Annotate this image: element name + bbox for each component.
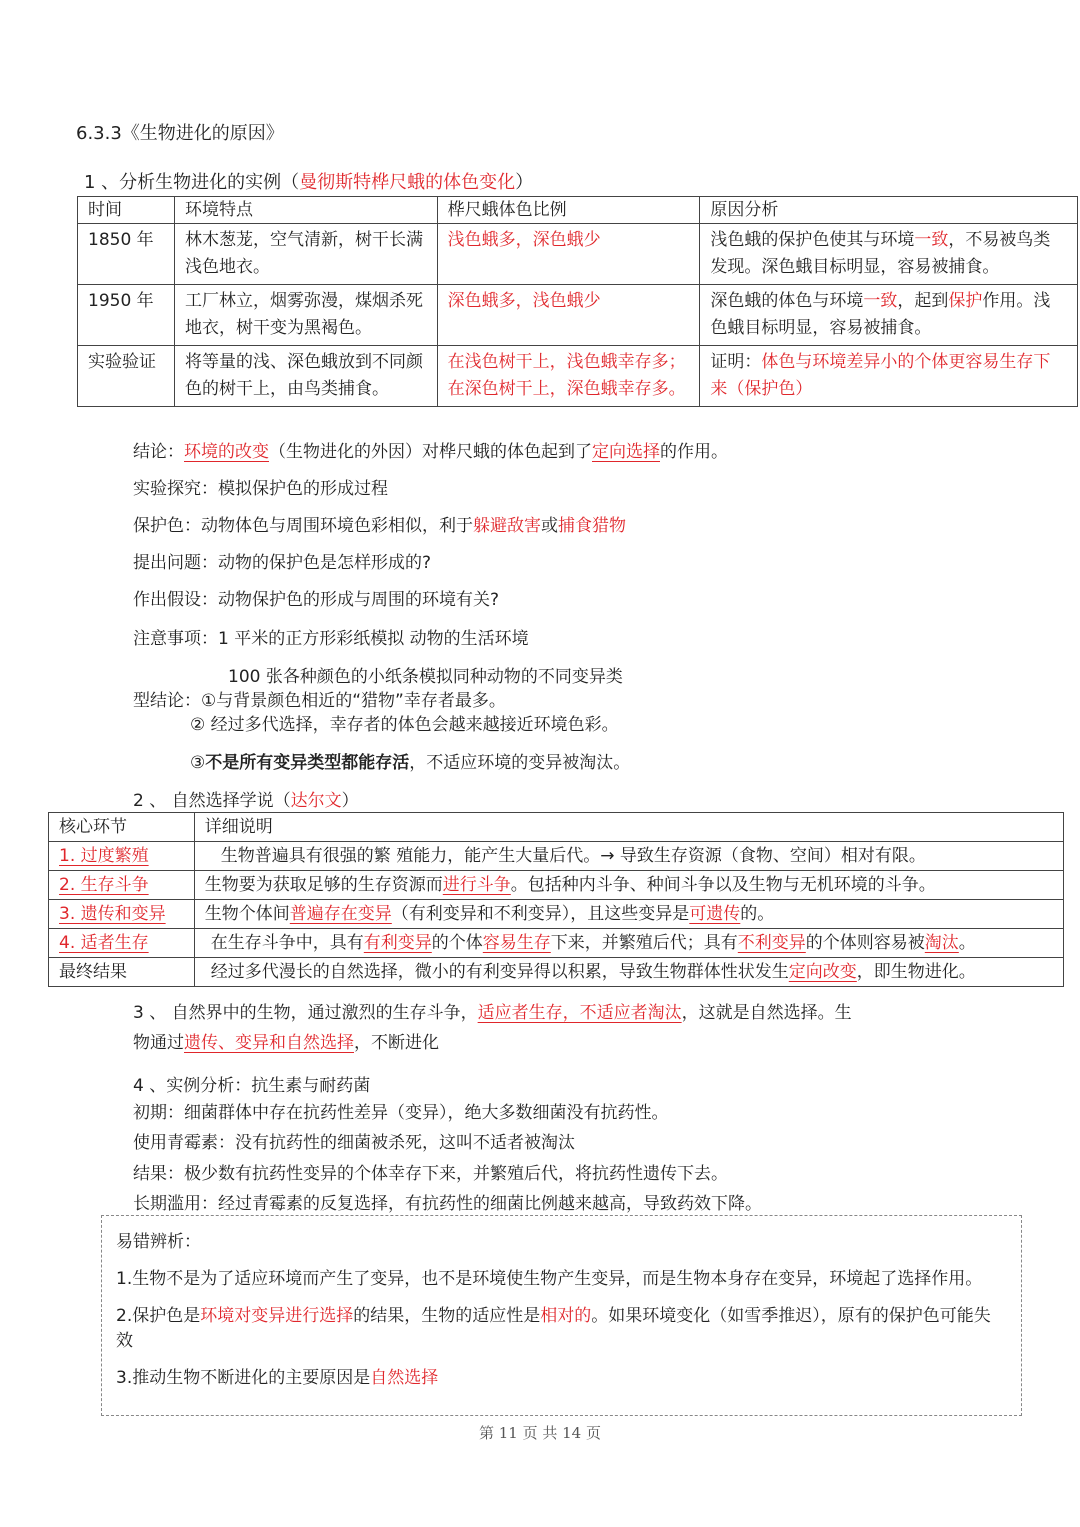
result3-bold: 不是所有变异类型都能存活 — [205, 753, 410, 773]
result3-line — [190, 748, 630, 773]
section4-line: 长期滥用：经过青霉素的反复选择，有抗药性的细菌比例越来越高，导致药效下降。 — [133, 1194, 762, 1214]
explore-line: 实验探究：模拟保护色的形成过程 — [133, 479, 388, 499]
mistake-note-box — [101, 1215, 1022, 1416]
cell-core: 最终结果 — [49, 958, 195, 987]
section4-line: 结果：极少数有抗药性变异的个体幸存下来，并繁殖后代，将抗药性遗传下去。 — [133, 1164, 728, 1184]
cell-detail — [194, 929, 1063, 958]
detail-text: 的个体则容易被 — [805, 933, 925, 953]
protect-line — [133, 511, 626, 536]
note1-line: 注意事项：1 平米的正方形彩纸模拟 动物的生活环境 — [133, 629, 529, 649]
detail-highlight: 不利变异 — [737, 933, 806, 953]
cell-detail — [194, 958, 1063, 987]
conclusion-line — [133, 437, 728, 462]
table-row — [78, 346, 1078, 407]
section2-heading-name: 达尔文 — [290, 791, 342, 811]
moth-table — [77, 196, 1078, 407]
reason-highlight: 体色与环境差异小的个体更容易生存下来（保护色） — [710, 352, 1051, 399]
section1-heading-text: 1 、分析生物进化的实例（ — [84, 172, 300, 193]
section3-line1 — [133, 998, 852, 1023]
table-row — [49, 900, 1064, 929]
cell-ratio: 在浅色树干上，浅色蛾幸存多；在深色树干上，深色蛾幸存多。 — [437, 346, 700, 407]
cell-reason — [700, 285, 1078, 346]
question-line: 提出问题：动物的保护色是怎样形成的? — [133, 553, 432, 573]
section3-highlight: 适应者生存，不适应者淘汰 — [477, 1003, 682, 1023]
detail-text: ，即生物进化。 — [856, 962, 976, 982]
protect-text: 或 — [541, 516, 558, 536]
detail-text: 经过多代漫长的自然选择，微小的有利变异得以积累，导致生物群体性状发生 — [210, 962, 789, 982]
detail-text: （有利变异和不利变异），且这些变异是 — [391, 904, 690, 924]
cell-time: 1950 年 — [78, 285, 175, 346]
section4-line: 使用青霉素：没有抗药性的细菌被杀死，这叫不适者被淘汰 — [133, 1133, 575, 1153]
cell-env: 将等量的浅、深色蛾放到不同颜色的树干上，由鸟类捕食。 — [174, 346, 437, 407]
cell-time: 实验验证 — [78, 346, 175, 407]
header-reason: 原因分析 — [700, 197, 1078, 224]
page-footer: 第 11 页 共 14 页 — [478, 1424, 601, 1442]
section2-heading — [133, 786, 359, 811]
cell-ratio: 深色蛾多，浅色蛾少 — [437, 285, 700, 346]
table-row — [49, 842, 1064, 871]
cell-core: 4. 适者生存 — [49, 929, 195, 958]
detail-text: 下来，并繁殖后代；具有 — [550, 933, 738, 953]
section1-heading-topic: 曼彻斯特桦尺蛾的体色变化 — [299, 172, 516, 193]
detail-highlight: 容易生存 — [482, 933, 551, 953]
reason-highlight: 保护 — [948, 291, 983, 311]
reason-text: ，不易被鸟类发现。深色蛾目标明显，容易被捕食。 — [710, 230, 1051, 277]
cell-env: 工厂林立，烟雾弥漫，煤烟杀死地衣，树干变为黑褐色。 — [174, 285, 437, 346]
reason-text: 作用。浅色蛾目标明显，容易被捕食。 — [710, 291, 1051, 338]
conclusion-text: （生物进化的外因）对桦尺蛾的体色起到了 — [269, 442, 592, 462]
cell-detail — [194, 900, 1063, 929]
reason-text: 深色蛾的体色与环境 — [710, 291, 864, 311]
note-item: 1.生物不是为了适应环境而产生了变异，也不是环境使生物产生变异，而是生物本身存在变异，环境起了选择作用。 — [116, 1269, 983, 1289]
detail-highlight: 有利变异 — [363, 933, 432, 953]
section3-text: ，这就是自然选择。生 — [681, 1003, 852, 1023]
detail-text: 。 — [958, 933, 976, 953]
protect-text: 保护色：动物体色与周围环境色彩相似，利于 — [133, 516, 473, 536]
section3-highlight: 遗传、变异和自然选择 — [184, 1033, 354, 1053]
note-highlight: 相对的 — [540, 1306, 592, 1326]
detail-highlight: 淘汰 — [924, 933, 959, 953]
note-text: 。如果环境变化（如雪季推迟），原有的保护色可能失效 — [116, 1306, 991, 1351]
header-ratio: 桦尺蛾体色比例 — [437, 197, 700, 224]
section2-heading-text: 2 、 自然选择学说（ — [133, 791, 291, 811]
header-core: 核心环节 — [49, 813, 195, 842]
detail-highlight: 普遍存在变异 — [289, 904, 392, 924]
section1-heading — [84, 168, 533, 194]
result3-num: ③ — [190, 753, 206, 773]
conclusion-highlight: 环境的改变 — [184, 442, 269, 462]
conclusion-label: 结论： — [133, 442, 184, 462]
note-highlight: 环境对变异进行选择 — [200, 1306, 354, 1326]
table-header-row — [78, 197, 1078, 224]
detail-highlight: 可遗传 — [689, 904, 741, 924]
table-header-row — [49, 813, 1064, 842]
detail-highlight: 进行斗争 — [442, 875, 511, 895]
cell-time: 1850 年 — [78, 224, 175, 285]
detail-text: 生物要为获取足够的生存资源而 — [204, 875, 443, 895]
detail-text: 的个体 — [431, 933, 483, 953]
note-text: 3.推动生物不断进化的主要原因是 — [116, 1368, 371, 1388]
header-time: 时间 — [78, 197, 175, 224]
note-text: 的结果，生物的适应性是 — [353, 1306, 541, 1326]
section3-text: 3 、 自然界中的生物，通过激烈的生存斗争， — [133, 1003, 478, 1023]
note2-line: 100 张各种颜色的小纸条模拟同种动物的不同变异类 — [228, 667, 623, 687]
note-title: 易错辨析： — [116, 1232, 201, 1252]
protect-highlight: 躲避敌害 — [473, 516, 541, 536]
detail-text: 生物个体间 — [204, 904, 290, 924]
detail-text: 。包括种内斗争、种间斗争以及生物与无机环境的斗争。 — [510, 875, 936, 895]
page-title: 6.3.3《生物进化的原因》 — [76, 123, 284, 144]
table-row — [49, 929, 1064, 958]
conclusion-text: 的作用。 — [660, 442, 728, 462]
cell-core: 3. 遗传和变异 — [49, 900, 195, 929]
section1-heading-end: ） — [515, 172, 534, 193]
note-highlight: 自然选择 — [370, 1368, 439, 1388]
table-row — [49, 958, 1064, 987]
note-item — [116, 1304, 1007, 1354]
conclusion-highlight: 定向选择 — [592, 442, 660, 462]
cell-detail — [194, 871, 1063, 900]
table-row — [49, 871, 1064, 900]
selection-table — [48, 812, 1064, 987]
hypothesis-line: 作出假设：动物保护色的形成与周围的环境有关? — [133, 590, 500, 610]
table-row — [78, 285, 1078, 346]
cell-env: 林木葱茏，空气清新，树干长满浅色地衣。 — [174, 224, 437, 285]
detail-text: 的。 — [740, 904, 775, 924]
note-item — [116, 1366, 1007, 1391]
detail-highlight: 定向改变 — [788, 962, 857, 982]
cell-ratio: 浅色蛾多，深色蛾少 — [437, 224, 700, 285]
cell-core: 1. 过度繁殖 — [49, 842, 195, 871]
detail-text: 在生存斗争中，具有 — [210, 933, 364, 953]
section3-line2 — [133, 1028, 439, 1053]
cell-reason — [700, 346, 1078, 407]
section3-text: 物通过 — [133, 1033, 184, 1053]
reason-text: 浅色蛾的保护色使其与环境 — [710, 230, 915, 250]
reason-text: ，起到 — [897, 291, 949, 311]
section3-text: ，不断进化 — [354, 1033, 439, 1053]
cell-detail — [194, 842, 1063, 871]
cell-core: 2. 生存斗争 — [49, 871, 195, 900]
result3-text: ，不适应环境的变异被淘汰。 — [409, 753, 631, 773]
section4-heading: 4 、实例分析：抗生素与耐药菌 — [133, 1076, 371, 1096]
header-env: 环境特点 — [174, 197, 437, 224]
result1-line: 型结论：①与背景颜色相近的“猎物”幸存者最多。 — [133, 691, 506, 711]
protect-highlight: 捕食猎物 — [558, 516, 626, 536]
detail-text: 生物普遍具有很强的繁 殖能力，能产生大量后代。→ 导致生存资源（食物、空间）相对有限。 — [220, 846, 926, 866]
section4-line: 初期：细菌群体中存在抗药性差异（变异），绝大多数细菌没有抗药性。 — [133, 1103, 669, 1123]
table-row — [78, 224, 1078, 285]
section2-heading-end: ） — [341, 791, 359, 811]
result2-line: ② 经过多代选择，幸存者的体色会越来越接近环境色彩。 — [190, 715, 619, 735]
reason-highlight: 一致 — [914, 230, 949, 250]
reason-highlight: 一致 — [863, 291, 898, 311]
reason-text: 证明： — [710, 352, 762, 372]
cell-reason — [700, 224, 1078, 285]
note-text: 2.保护色是 — [116, 1306, 201, 1326]
header-detail: 详细说明 — [194, 813, 1063, 842]
